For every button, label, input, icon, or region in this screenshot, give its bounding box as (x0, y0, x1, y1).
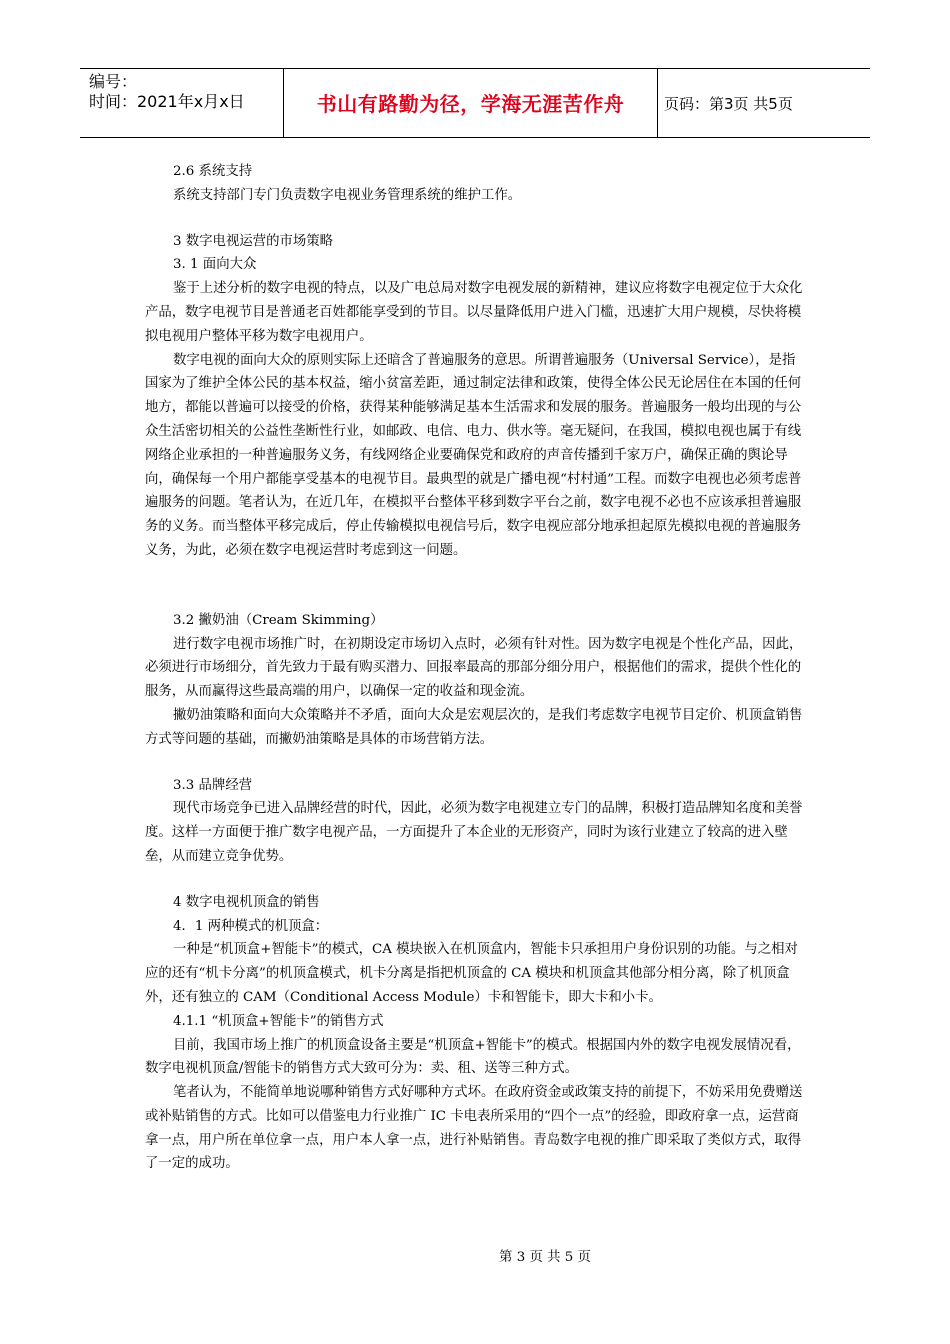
paragraph: 一种是“机顶盒+智能卡”的模式，CA 模块嵌入在机顶盒内，智能卡只承担用户身份识别的功能。与之相对应的还有“机卡分离”的机顶盒模式，机卡分离是指把机顶盒的 CA 模块和机顶盒其他部分相分离，除了机顶盒外，还有独立的 CAM（Conditional Access Module）卡和智能卡，即大卡和小卡。 (145, 942, 798, 1005)
header-motto-cell (284, 69, 658, 137)
spacer (145, 208, 805, 230)
date-label: 时间：2021年x月x日 (89, 92, 245, 111)
section-heading: 4 数字电视机顶盒的销售 (173, 894, 320, 910)
section-heading: 2.6 系统支持 (173, 164, 253, 179)
header-meta (80, 69, 284, 137)
paragraph: 撇奶油策略和面向大众策略并不矛盾，面向大众是宏观层次的，是我们考虑数字电视节目定价、机顶盒销售方式等问题的基础，而撇奶油策略是具体的市场营销方法。 (145, 707, 803, 747)
page-label: 页码：第3页 共5页 (664, 94, 793, 113)
paragraph: 进行数字电视市场推广时，在初期设定市场切入点时，必须有针对性。因为数字电视是个性化产品，因此，必须进行市场细分，首先致力于最有购买潜力、回报率最高的那部分细分用户，根据他们的需求，提供个性化的服务，从而赢得这些最高端的用户，以确保一定的收益和现金流。 (145, 636, 803, 700)
paragraph: 现代市场竞争已进入品牌经营的时代，因此，必须为数字电视建立专门的品牌，积极打造品牌知名度和美誉度。这样一方面便于推广数字电视产品，一方面提升了本企业的无形资产，同时为该行业建立了较高的进入壁垒，从而建立竞争优势。 (145, 801, 803, 864)
paragraph: 笔者认为，不能简单地说哪种销售方式好哪种方式坏。在政府资金或政策支持的前提下，不妨采用免费赠送或补贴销售的方式。比如可以借鉴电力行业推广 IC 卡电表所采用的“四个一点”的经验，即政府拿一点，运营商拿一点，用户所在单位拿一点，用户本人拿一点，进行补贴销售。青岛数字电视的推广即采取了类似方式，取得了一定的成功。 (145, 1085, 803, 1172)
section-heading: 3 数字电视运营的市场策略 (173, 233, 334, 249)
document-body (145, 160, 805, 1176)
paragraph: 鉴于上述分析的数字电视的特点，以及广电总局对数字电视发展的新精神，建议应将数字电视定位于大众化产品，数字电视节目是普通老百姓都能享受到的节目。以尽量降低用户进入门槛，迅速扩大用户规模，尽快将模拟电视用户整体平移为数字电视用户。 (145, 281, 803, 344)
section-heading: 4．1 两种模式的机顶盒： (173, 918, 329, 934)
section-heading: 3. 1 面向大众 (173, 257, 257, 273)
page-header (80, 68, 870, 138)
paragraph: 数字电视的面向大众的原则实际上还暗含了普遍服务的意思。所谓普遍服务（Universal Service），是指国家为了维护全体公民的基本权益，缩小贫富差距，通过制定法律和政策，使得全体公民无论居住在本国的任何地方，都能以普遍可以接受的价格，获得某种能够满足基本生活需求和发展的服务。普遍服务一般均出现的与公众生活密切相关的公益性垄断性行业，如邮政、电信、电力、供水等。毫无疑问，在我国，模拟电视也属于有线网络企业承担的一种普遍服务义务，有线网络企业要确保党和政府的声音传播到千家万户，确保正确的舆论导向，确保每一个用户都能享受基本的电视节目。最典型的就是广播电视“村村通”工程。而数字电视也必须考虑普遍服务的问题。笔者认为，在近几年，在模拟平台整体平移到数字平台之前，数字电视不必也不应该承担普遍服务的义务。而当整体平移完成后，停止传输模拟电视信号后，数字电视应部分地承担起原先模拟电视的普遍服务义务，为此，必须在数字电视运营时考虑到这一问题。 (145, 352, 802, 558)
header-page-cell (664, 69, 870, 137)
page-footer: 第 3 页 共 5 页 (499, 1250, 591, 1265)
motto-text: 书山有路勤为径，学海无涯苦作舟 (316, 91, 625, 116)
spacer (145, 752, 805, 774)
spacer (145, 563, 805, 609)
section-heading: 3.3 品牌经营 (173, 777, 253, 793)
paragraph: 系统支持部门专门负责数字电视业务管理系统的维护工作。 (173, 187, 522, 203)
section-heading: 4.1.1 “机顶盒+智能卡”的销售方式 (173, 1013, 384, 1029)
number-label: 编号： (89, 72, 138, 91)
paragraph: 目前，我国市场上推广的机顶盒设备主要是“机顶盒+智能卡”的模式。根据国内外的数字电视发展情况看，数字电视机顶盒/智能卡的销售方式大致可分为：卖、租、送等三种方式。 (145, 1037, 801, 1077)
spacer (145, 869, 805, 891)
section-heading: 3.2 撇奶油（Cream Skimming） (173, 612, 384, 628)
